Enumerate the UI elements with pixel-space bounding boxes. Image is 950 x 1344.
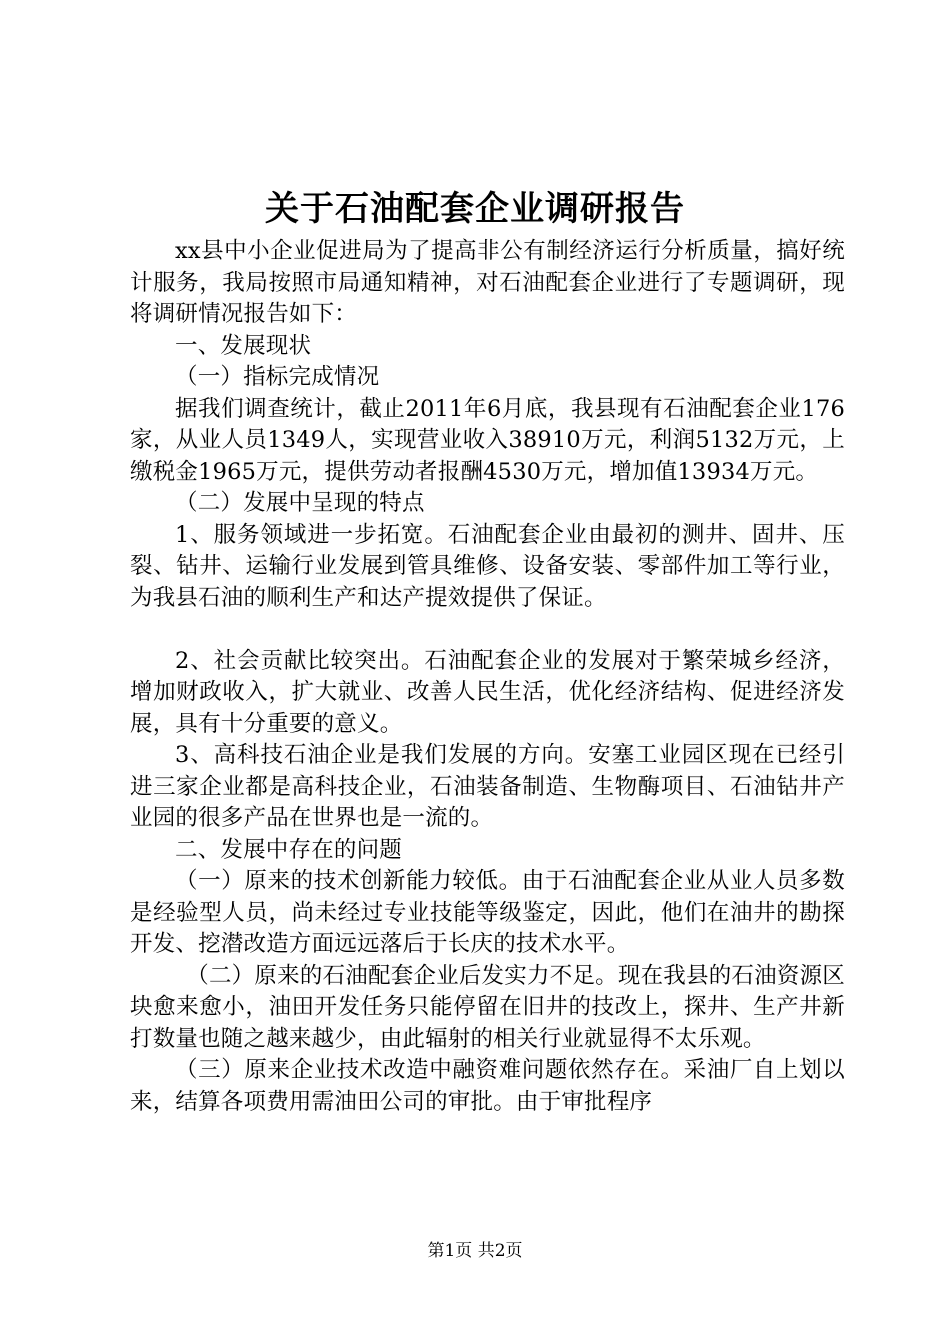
document-title: 关于石油配套企业调研报告 xyxy=(265,189,685,229)
problem-paragraph-3: （三）原来企业技术改造中融资难问题依然存在。采油厂自上划以来，结算各项费用需油田公司的审批。由于审批程序 xyxy=(130,1057,845,1115)
subsection-heading-1-1: （一）指标完成情况 xyxy=(175,364,380,390)
problem-paragraph-1: （一）原来的技术创新能力较低。由于石油配套企业从业人员多数是经验型人员，尚未经过专业技能等级鉴定，因此，他们在油井的勘探开发、挖潜改造方面远远落后于长庆的技术水平。 xyxy=(130,868,845,957)
feature-paragraph-1: 1、服务领域进一步拓宽。石油配套企业由最初的测井、固井、压裂、钻井、运输行业发展到管具维修、设备安装、零部件加工等行业，为我县石油的顺利生产和达产提效提供了保证。 xyxy=(130,521,845,611)
section-heading-1: 一、发展现状 xyxy=(175,332,312,359)
section-heading-2: 二、发展中存在的问题 xyxy=(175,836,403,863)
page-footer: 第1页 共2页 xyxy=(427,1241,523,1261)
feature-paragraph-2: 2、社会贡献比较突出。石油配套企业的发展对于繁荣城乡经济，增加财政收入，扩大就业、改善人民生活，优化经济结构、促进经济发展，具有十分重要的意义。 xyxy=(130,647,845,737)
intro-paragraph: xx县中小企业促进局为了提高非公有制经济运行分析质量，搞好统计服务，我局按照市局通知精神，对石油配套企业进行了专题调研，现将调研情况报告如下： xyxy=(130,238,845,327)
feature-paragraph-3: 3、高科技石油企业是我们发展的方向。安塞工业园区现在已经引进三家企业都是高科技企业，石油装备制造、生物酶项目、石油钻井产业园的很多产品在世界也是一流的。 xyxy=(130,742,845,831)
document-body xyxy=(130,236,845,1118)
subsection-heading-1-2: （二）发展中呈现的特点 xyxy=(175,490,425,516)
statistics-paragraph: 据我们调查统计，截止2011年6月底，我县现有石油配套企业176家，从业人员1349人，实现营业收入38910万元，利润5132万元，上缴税金1965万元，提供劳动者报酬4530万元，增加值13934万元。 xyxy=(130,395,845,485)
problem-paragraph-2: （二）原来的石油配套企业后发实力不足。现在我县的石油资源区块愈来愈小，油田开发任务只能停留在旧井的技改上，探井、生产井新打数量也随之越来越少，由此辐射的相关行业就显得不太乐观。 xyxy=(130,962,845,1052)
